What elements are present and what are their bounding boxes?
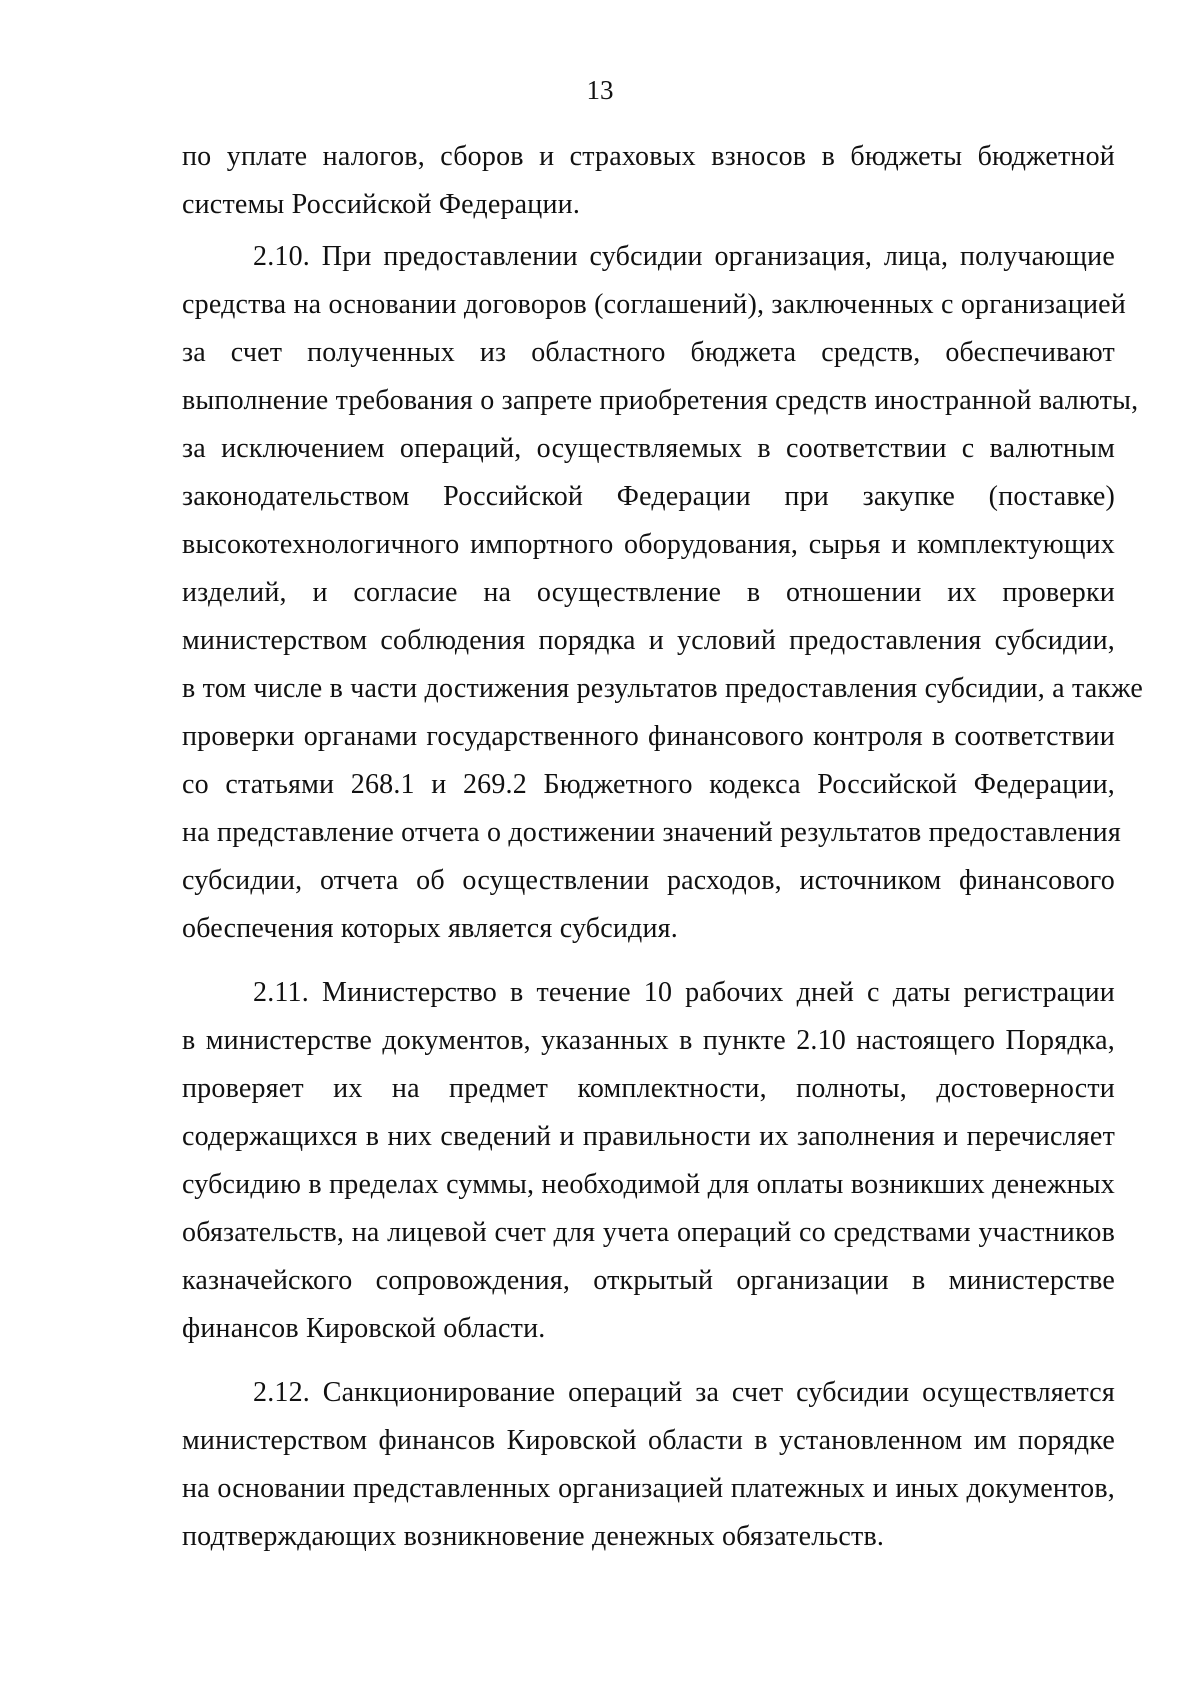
- text-line: со статьями 268.1 и 269.2 Бюджетного кодекса Российской Федерации,: [182, 769, 1115, 800]
- text-line: субсидию в пределах суммы, необходимой для оплаты возникших денежных: [182, 1169, 1115, 1200]
- text-line: на представление отчета о достижении значений результатов предоставления: [182, 817, 1121, 848]
- text-line: по уплате налогов, сборов и страховых взносов в бюджеты бюджетной: [182, 141, 1115, 172]
- text-line: обеспечения которых является субсидия.: [182, 913, 678, 944]
- text-line: содержащихся в них сведений и правильности их заполнения и перечисляет: [182, 1121, 1115, 1152]
- page-number: 13: [586, 75, 614, 105]
- text-line: за счет полученных из областного бюджета средств, обеспечивают: [182, 337, 1115, 368]
- text-line: министерством финансов Кировской области в установленном им порядке: [182, 1425, 1115, 1456]
- text-line: проверки органами государственного финансового контроля в соответствии: [182, 721, 1115, 752]
- text-line: на основании представленных организацией платежных и иных документов,: [182, 1473, 1115, 1504]
- text-line: выполнение требования о запрете приобретения средств иностранной валюты,: [182, 385, 1139, 416]
- text-line: финансов Кировской области.: [182, 1313, 546, 1344]
- text-line: в министерстве документов, указанных в пункте 2.10 настоящего Порядка,: [182, 1025, 1115, 1056]
- text-line: высокотехнологичного импортного оборудования, сырья и комплектующих: [182, 529, 1115, 560]
- text-line: проверяет их на предмет комплектности, полноты, достоверности: [182, 1073, 1115, 1104]
- text-line: в том числе в части достижения результатов предоставления субсидии, а также: [182, 673, 1143, 704]
- paragraph-start-line: 2.12. Санкционирование операций за счет субсидии осуществляется: [253, 1377, 1115, 1408]
- text-line: казначейского сопровождения, открытый организации в министерстве: [182, 1265, 1115, 1296]
- paragraph-start-line: 2.11. Министерство в течение 10 рабочих дней с даты регистрации: [253, 977, 1115, 1008]
- text-line: средства на основании договоров (соглашений), заключенных с организацией: [182, 289, 1126, 320]
- text-line: субсидии, отчета об осуществлении расходов, источником финансового: [182, 865, 1115, 896]
- text-line: изделий, и согласие на осуществление в отношении их проверки: [182, 577, 1115, 608]
- text-line: законодательством Российской Федерации при закупке (поставке): [182, 481, 1115, 512]
- text-line: обязательств, на лицевой счет для учета операций со средствами участников: [182, 1217, 1115, 1248]
- text-line: системы Российской Федерации.: [182, 189, 581, 220]
- text-line: подтверждающих возникновение денежных обязательств.: [182, 1521, 885, 1552]
- text-line: за исключением операций, осуществляемых в соответствии с валютным: [182, 433, 1115, 464]
- text-line: министерством соблюдения порядка и условий предоставления субсидии,: [182, 625, 1115, 656]
- paragraph-start-line: 2.10. При предоставлении субсидии организация, лица, получающие: [253, 241, 1115, 272]
